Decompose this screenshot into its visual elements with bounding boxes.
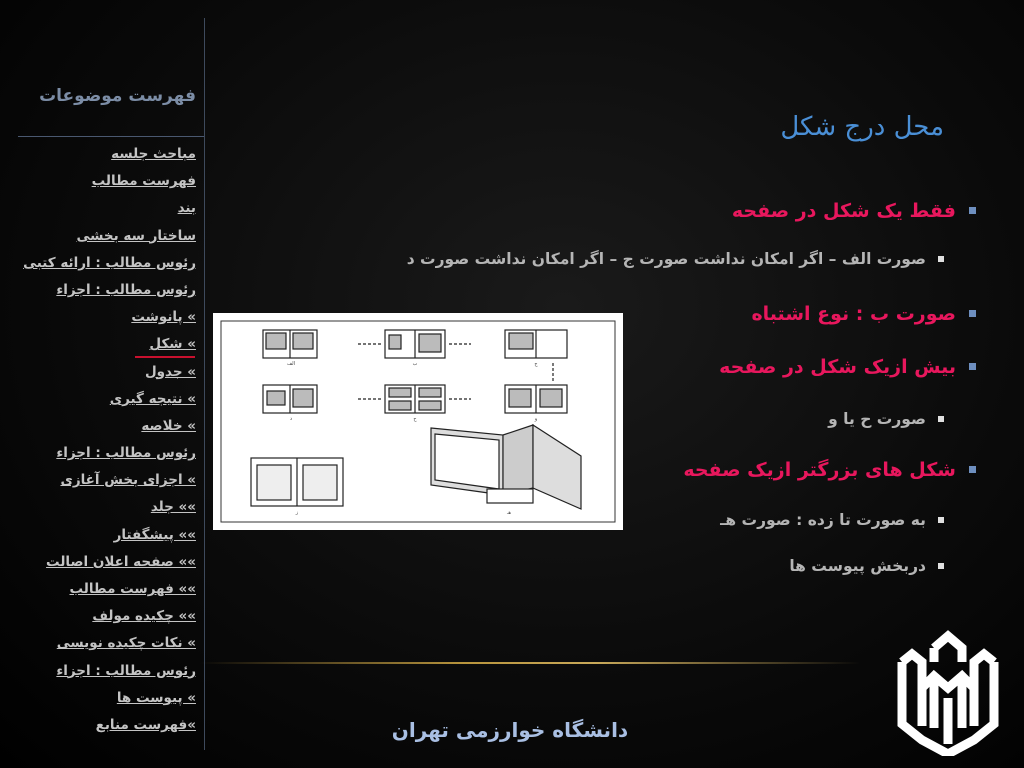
bullet-level1 <box>732 200 956 222</box>
sidebar-nav <box>10 143 196 741</box>
sidebar-title-rule <box>18 136 204 137</box>
figure-label: هـ <box>506 510 512 516</box>
nav-item-components[interactable]: رئوس مطالب : اجزاء <box>56 281 196 298</box>
bullet-level1 <box>719 356 956 378</box>
bullet-square-icon <box>938 563 944 569</box>
nav-item-contents-2[interactable]: »» فهرست مطالب <box>69 581 196 597</box>
bullet-text: فقط یک شکل در صفحه <box>731 200 956 222</box>
nav-item-references[interactable]: »فهرست منابع <box>95 716 196 733</box>
nav-item-table[interactable]: » جدول <box>144 363 196 380</box>
bullet-square-icon <box>938 256 944 262</box>
bullet-square-icon <box>969 466 976 473</box>
bullet-level1 <box>751 303 956 325</box>
figure-label: الف <box>286 361 296 367</box>
nav-item-three-part-structure[interactable]: ساختار سه بخشی <box>76 227 196 244</box>
active-item-indicator <box>135 356 195 358</box>
sidebar-title: فهرست موضوعات <box>39 86 196 106</box>
figure-label: و <box>534 416 538 422</box>
bullet-level1 <box>683 459 956 481</box>
nav-item-conclusion[interactable]: » نتیجه گیری <box>109 390 196 407</box>
nav-item-summary[interactable]: » خلاصه <box>141 417 196 434</box>
figure-layout-examples <box>213 313 623 530</box>
bullet-text: شکل های بزرگتر ازیک صفحه <box>683 459 956 481</box>
bullet-level2 <box>789 557 926 575</box>
bullet-square-icon <box>969 310 976 317</box>
university-logo-icon <box>892 628 1004 756</box>
nav-item-appendices[interactable]: » پیوست ها <box>116 689 196 706</box>
bullet-square-icon <box>969 363 976 370</box>
nav-item-front-matter[interactable]: » اجزای بخش آغازی <box>60 472 196 489</box>
slide-title: محل درج شکل <box>780 112 944 142</box>
figure-label: ز <box>295 510 299 516</box>
bullet-level2 <box>407 250 926 268</box>
nav-item-originality-page[interactable]: »» صفحه اعلان اصالت <box>46 553 196 570</box>
nav-item-written-presentation[interactable]: رئوس مطالب : ارائه کتبی <box>23 254 196 271</box>
nav-item-figure[interactable]: » شکل <box>149 336 196 353</box>
nav-item-abstract-tips[interactable]: » نکات چکیده نویسی <box>56 635 196 652</box>
nav-item-paragraph[interactable]: بند <box>177 200 196 217</box>
bullet-text: صورت ب : نوع اشتباه <box>751 303 956 325</box>
bullet-square-icon <box>969 207 976 214</box>
layout-diagram <box>213 313 623 530</box>
bullet-text: دربخش پیوست ها <box>789 557 926 575</box>
nav-item-components-3[interactable]: رئوس مطالب : اجزاء <box>56 662 196 679</box>
bullet-text: به صورت تا زده : صورت هـ <box>720 511 926 529</box>
bullet-text: صورت الف – اگر امکان نداشت صورت ج – اگر امکان نداشت صورت د <box>406 250 926 268</box>
figure-label: ج <box>534 361 538 367</box>
nav-item-cover[interactable]: »» جلد <box>150 499 196 516</box>
bullet-text: بیش ازیک شکل در صفحه <box>719 356 956 378</box>
sidebar-divider <box>204 18 205 750</box>
figure-label: ح <box>413 416 417 422</box>
nav-item-author-abstract[interactable]: »» چکیده مولف <box>92 608 196 625</box>
bullet-level2 <box>828 410 926 428</box>
bullet-square-icon <box>938 517 944 523</box>
nav-item-contents[interactable]: فهرست مطالب <box>91 173 196 190</box>
figure-label: ب <box>412 361 418 367</box>
bullet-square-icon <box>938 416 944 422</box>
bullet-level2 <box>720 511 926 529</box>
nav-item-footnote[interactable]: » پانوشت <box>131 309 196 326</box>
figure-label: د <box>289 416 293 422</box>
footer-glow-line <box>200 662 860 664</box>
bullet-text: صورت ح یا و <box>828 410 926 428</box>
university-name: دانشگاه خوارزمی تهران <box>391 718 629 742</box>
nav-item-preface[interactable]: »» پیشگفتار <box>113 526 196 543</box>
nav-item-components-2[interactable]: رئوس مطالب : اجزاء <box>56 445 196 462</box>
nav-item-session-topics[interactable]: مباحث جلسه <box>111 146 196 162</box>
